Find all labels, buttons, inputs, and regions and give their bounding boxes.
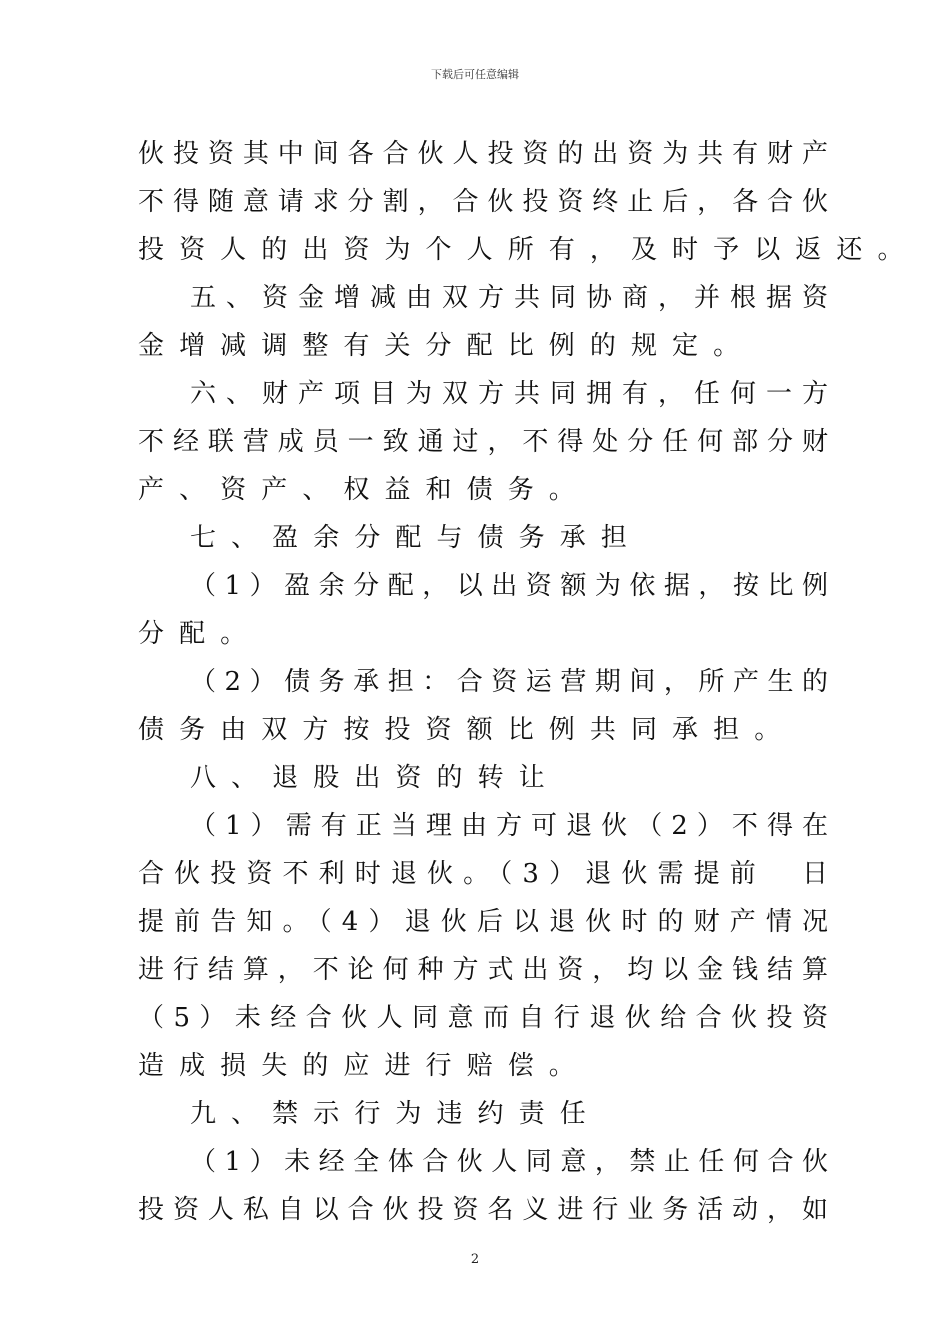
paragraph-line: 伙投资其中间各合伙人投资的出资为共有财产 xyxy=(138,139,828,169)
page-number: 2 xyxy=(470,1252,480,1267)
paragraph-line: （5）未经合伙人同意而自行退伙给合伙投资 xyxy=(138,1003,828,1033)
document-body xyxy=(138,130,919,1234)
paragraph-line: 分配。 xyxy=(138,619,262,649)
paragraph-line: 五、资金增减由双方共同协商，并根据资 xyxy=(190,283,828,313)
paragraph-line: （2）债务承担：合资运营期间，所产生的 xyxy=(190,667,828,697)
section-heading: 八、退股出资的转让 xyxy=(190,763,560,793)
paragraph-line: 金增减调整有关分配比例的规定。 xyxy=(138,331,755,361)
paragraph-line: （1）需有正当理由方可退伙（2）不得在 xyxy=(190,811,828,841)
section-heading: 九、禁示行为违约责任 xyxy=(190,1099,601,1129)
paragraph-line: （1）盈余分配，以出资额为依据，按比例 xyxy=(190,571,828,601)
paragraph-line: 提前告知。（4）退伙后以退伙时的财产情况 xyxy=(138,907,828,937)
paragraph-line: （1）未经全体合伙人同意，禁止任何合伙 xyxy=(190,1147,828,1177)
paragraph-line: 合伙投资不利时退伙。（3）退伙需提前 日 xyxy=(138,859,828,889)
paragraph-line: 产、资产、权益和债务。 xyxy=(138,475,590,505)
paragraph-line: 六、财产项目为双方共同拥有，任何一方 xyxy=(190,379,828,409)
paragraph-line: 投资人私自以合伙投资名义进行业务活动，如 xyxy=(138,1195,828,1225)
paragraph-line: 造成损失的应进行赔偿。 xyxy=(138,1051,590,1081)
paragraph-line: 进行结算，不论何种方式出资，均以金钱结算 xyxy=(138,955,828,985)
paragraph-line: 不得随意请求分割，合伙投资终止后，各合伙 xyxy=(138,187,828,217)
paragraph-line: 投资人的出资为个人所有，及时予以返还。 xyxy=(138,235,919,265)
paragraph-line: 债务由双方按投资额比例共同承担。 xyxy=(138,715,796,745)
section-heading: 七、盈余分配与债务承担 xyxy=(190,523,642,553)
page-header: 下载后可任意编辑 xyxy=(431,68,519,81)
paragraph-line: 不经联营成员一致通过，不得处分任何部分财 xyxy=(138,427,828,457)
